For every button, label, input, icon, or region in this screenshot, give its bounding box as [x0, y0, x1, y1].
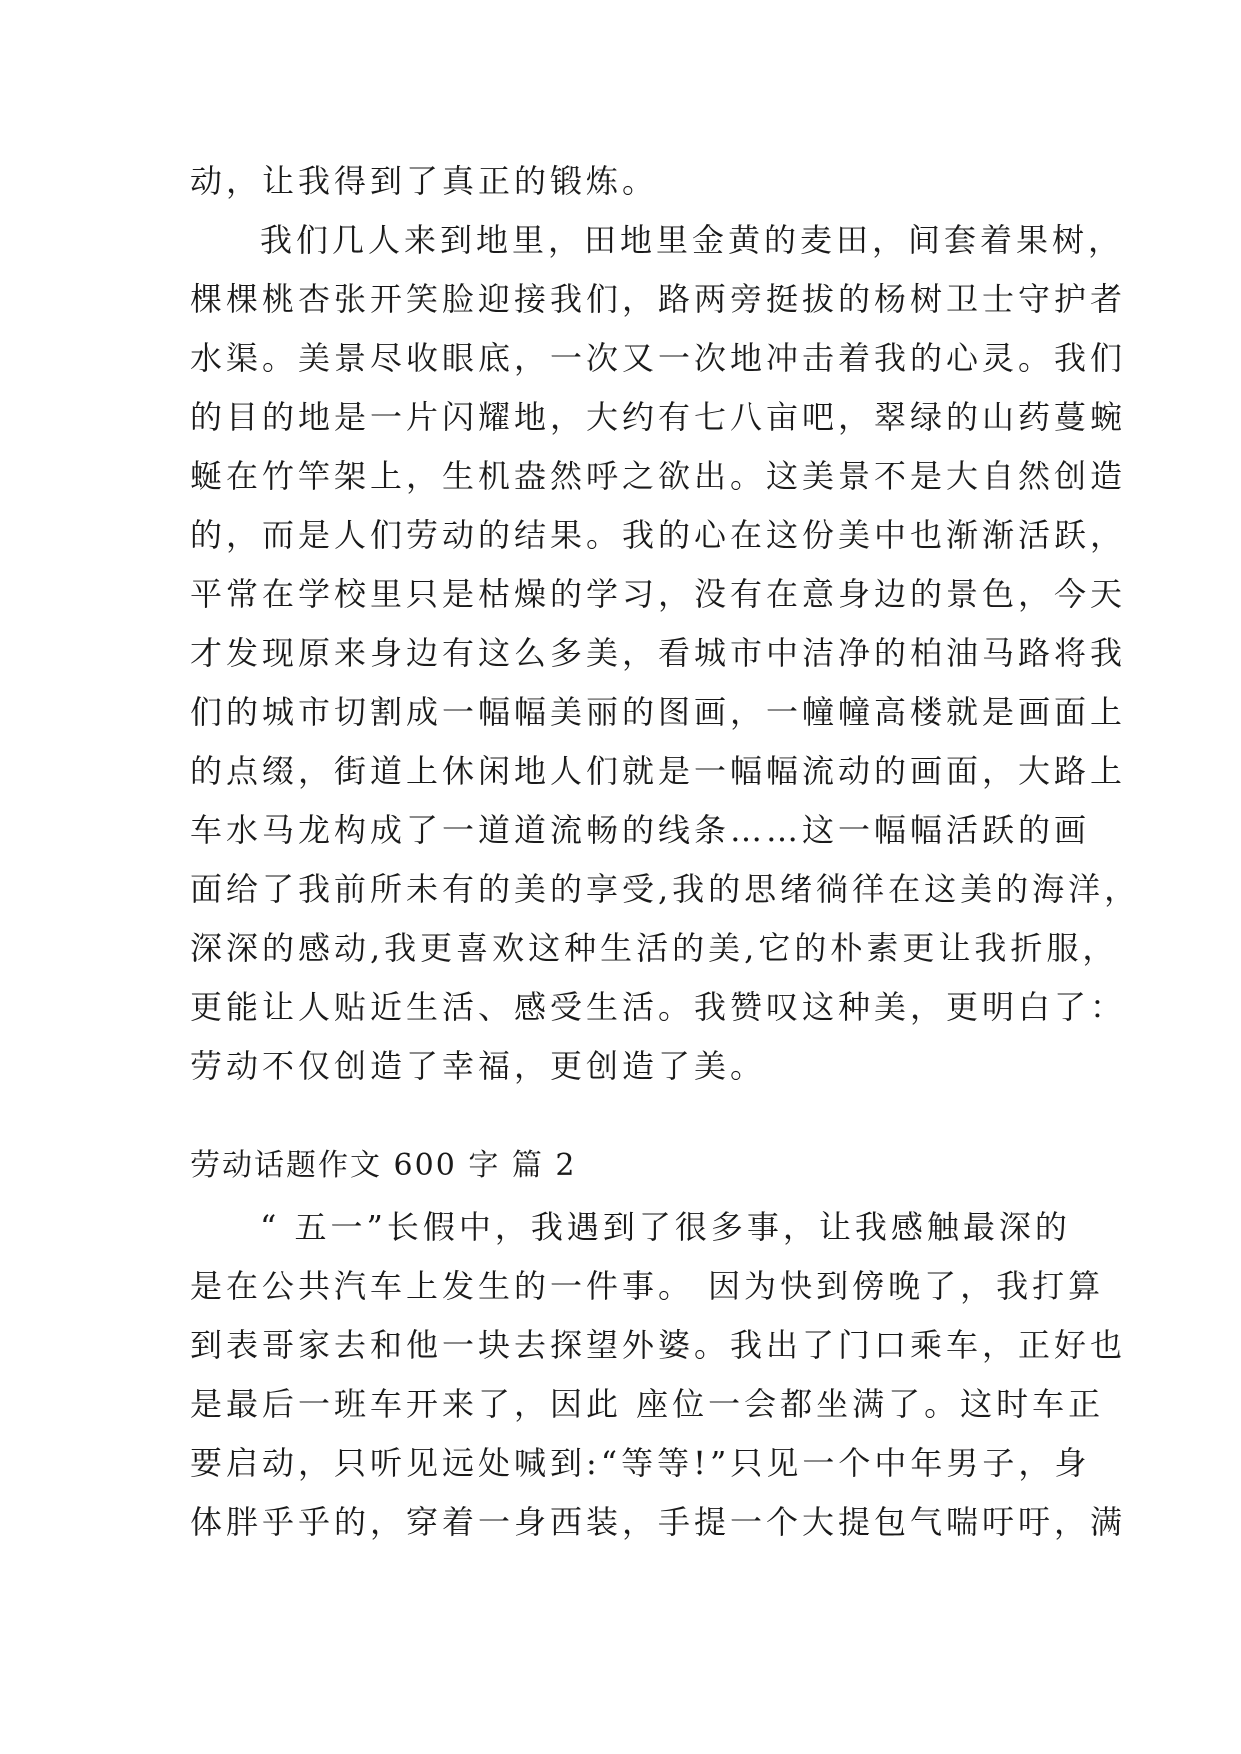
paragraph-line: 是最后一班车开来了，因此 座位一会都坐满了。这时车正: [190, 1385, 1105, 1423]
paragraph-line: 车水马龙构成了一道道流畅的线条……这一幅幅活跃的画: [190, 811, 1091, 849]
paragraph-line: 面给了我前所未有的美的享受,我的思绪徜徉在这美的海洋，: [190, 870, 1141, 908]
paragraph-line: 才发现原来身边有这么多美，看城市中洁净的柏油马路将我: [190, 634, 1127, 672]
paragraph-line: 深深的感动,我更喜欢这种生活的美,它的朴素更让我折服，: [190, 929, 1119, 967]
paragraph-line: 劳动不仅创造了幸福，更创造了美。: [190, 1047, 767, 1085]
paragraph-line: 动，让我得到了真正的锻炼。: [190, 162, 659, 200]
paragraph-line: 要启动，只听见远处喊到:“等等!”只见一个中年男子，身: [190, 1444, 1091, 1482]
paragraph-line: 棵棵桃杏张开笑脸迎接我们，路两旁挺拔的杨树卫士守护者: [190, 280, 1127, 318]
paragraph-line: 平常在学校里只是枯燥的学习，没有在意身边的景色，今天: [190, 575, 1127, 613]
paragraph-line: 更能让人贴近生活、感受生活。我赞叹这种美，更明白了：: [190, 988, 1127, 1026]
essay-section-2: [190, 1198, 1127, 1552]
paragraph-line: 的目的地是一片闪耀地，大约有七八亩吧，翠绿的山药蔓蜿: [190, 398, 1127, 436]
section-heading: 劳动话题作文 600 字 篇 2: [190, 1148, 577, 1183]
paragraph-line: 到表哥家去和他一块去探望外婆。我出了门口乘车，正好也: [190, 1326, 1127, 1364]
paragraph-line: 是在公共汽车上发生的一件事。 因为快到傍晚了，我打算: [190, 1267, 1105, 1305]
paragraph-line: 们的城市切割成一幅幅美丽的图画，一幢幢高楼就是画面上: [190, 693, 1127, 731]
paragraph-line: 体胖乎乎的，穿着一身西装，手提一个大提包气喘吁吁，满: [190, 1503, 1127, 1541]
paragraph-line: 的，而是人们劳动的结果。我的心在这份美中也渐渐活跃，: [190, 516, 1127, 554]
paragraph-line: 的点缀，街道上休闲地人们就是一幅幅流动的画面，大路上: [190, 752, 1127, 790]
essay-section-1: [190, 152, 1141, 1096]
paragraph-line: 蜒在竹竿架上，生机盎然呼之欲出。这美景不是大自然创造: [190, 457, 1127, 495]
paragraph-line: “ 五一”长假中，我遇到了很多事，让我感触最深的: [260, 1208, 1071, 1246]
paragraph-line: 水渠。美景尽收眼底，一次又一次地冲击着我的心灵。我们: [190, 339, 1127, 377]
paragraph-line: 我们几人来到地里，田地里金黄的麦田，间套着果树，: [260, 221, 1125, 259]
